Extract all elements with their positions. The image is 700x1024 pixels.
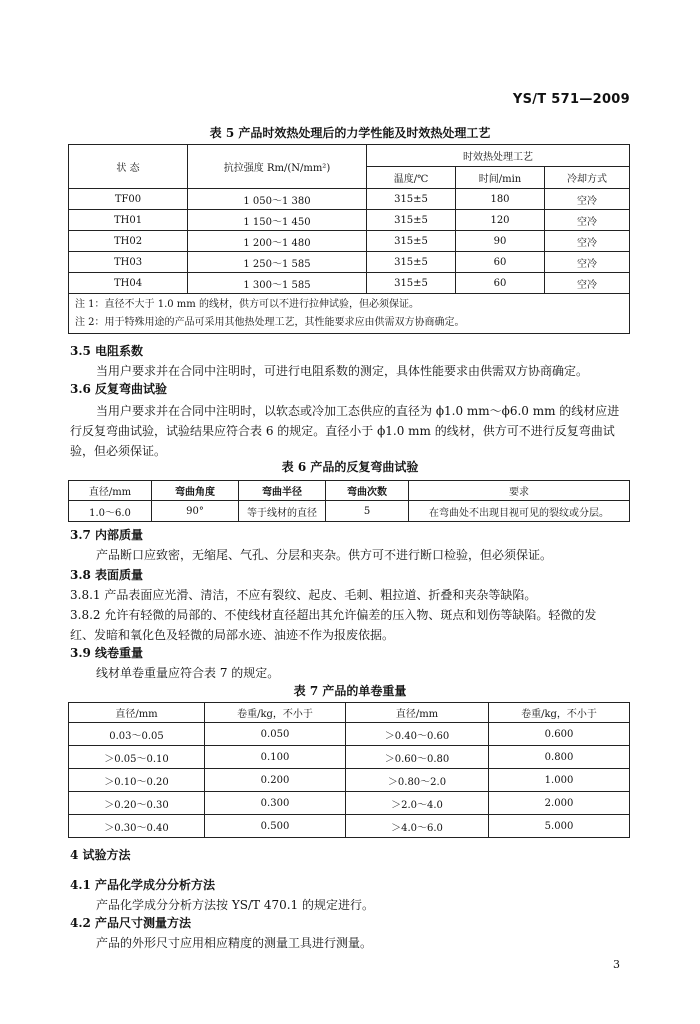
table5-header-strength: 抗拉强度 Rm/(N/mm²) (188, 145, 367, 189)
table7-header-weight-2: 卷重/kg，不小于 (489, 703, 630, 723)
table5-header-time: 时间/min (456, 167, 545, 189)
table-row (69, 815, 630, 838)
cell-state: TF00 (69, 189, 188, 210)
table5-note-2: 注 2：用于特殊用途的产品可采用其他热处理工艺，其性能要求应由供需双方协商确定。 (75, 316, 465, 328)
table6 (68, 480, 630, 522)
cell-weight: 0.600 (489, 723, 630, 746)
cell-weight: 0.050 (205, 723, 346, 746)
cell-cool: 空冷 (545, 189, 630, 210)
table-row (69, 769, 630, 792)
table7-header-diameter-2: 直径/mm (346, 703, 489, 723)
cell-weight: 0.500 (205, 815, 346, 838)
cell-weight: 0.200 (205, 769, 346, 792)
cell-strength: 1 250～1 585 (188, 252, 367, 273)
section-3-6-line3: 验，但必须保证。 (70, 444, 167, 458)
cell-radius: 等于线材的直径 (239, 501, 326, 522)
table5-header-temp: 温度/℃ (367, 167, 456, 189)
cell-time: 180 (456, 189, 545, 210)
section-4-2-heading: 4.2 产品尺寸测量方法 (70, 916, 192, 930)
table-row (69, 210, 630, 231)
table6-header-diameter: 直径/mm (69, 481, 152, 501)
section-4-1-text: 产品化学成分分析方法按 YS/T 470.1 的规定进行。 (96, 898, 374, 912)
cell-diameter: ＞0.10～0.20 (69, 769, 205, 792)
cell-time: 60 (456, 273, 545, 294)
table5 (68, 144, 630, 334)
cell-weight: 0.100 (205, 746, 346, 769)
table-row (69, 189, 630, 210)
section-4-2-text: 产品的外形尺寸应用相应精度的测量工具进行测量。 (96, 936, 373, 950)
cell-temp: 315±5 (367, 273, 456, 294)
cell-temp: 315±5 (367, 189, 456, 210)
cell-cool: 空冷 (545, 252, 630, 273)
table5-header-state: 状 态 (69, 145, 188, 189)
section-3-8-1-text: 3.8.1 产品表面应光滑、清洁，不应有裂纹、起皮、毛刺、粗拉道、折叠和夹杂等缺陷。 (70, 588, 537, 602)
section-3-6-heading: 3.6 反复弯曲试验 (70, 382, 168, 396)
cell-state: TH01 (69, 210, 188, 231)
table6-header-radius: 弯曲半径 (239, 481, 326, 501)
cell-temp: 315±5 (367, 231, 456, 252)
section-3-8-2-line1: 3.8.2 允许有轻微的局部的、不使线材直径超出其允许偏差的压入物、斑点和划伤等缺陷。轻微的发 (70, 608, 597, 622)
section-3-8-heading: 3.8 表面质量 (70, 568, 144, 582)
table5-note-1: 注 1：直径不大于 1.0 mm 的线材，供方可以不进行拉伸试验，但必须保证。 (75, 298, 419, 310)
table-row (69, 746, 630, 769)
cell-diameter: ＞4.0～6.0 (346, 815, 489, 838)
cell-diameter: ＞0.30～0.40 (69, 815, 205, 838)
document-number: YS/T 571—2009 (512, 92, 630, 107)
cell-cool: 空冷 (545, 210, 630, 231)
section-4-1-heading: 4.1 产品化学成分分析方法 (70, 878, 216, 892)
cell-count: 5 (326, 501, 409, 522)
section-4-heading: 4 试验方法 (70, 848, 131, 862)
cell-strength: 1 050～1 380 (188, 189, 367, 210)
table6-header-angle: 弯曲角度 (152, 481, 239, 501)
cell-weight: 0.800 (489, 746, 630, 769)
section-3-6-line1: 当用户要求并在合同中注明时，以软态或冷加工态供应的直径为 ϕ1.0 mm～ϕ6.0 mm 的线材应进 (96, 404, 620, 418)
table5-header-cool: 冷却方式 (545, 167, 630, 189)
page-number: 3 (613, 958, 620, 971)
cell-diameter: 1.0～6.0 (69, 501, 152, 522)
cell-weight: 5.000 (489, 815, 630, 838)
cell-time: 60 (456, 252, 545, 273)
cell-angle: 90° (152, 501, 239, 522)
cell-state: TH03 (69, 252, 188, 273)
cell-time: 120 (456, 210, 545, 231)
section-3-7-text: 产品断口应致密，无缩尾、气孔、分层和夹杂。供方可不进行断口检验，但必须保证。 (96, 548, 553, 562)
cell-requirement: 在弯曲处不出现目视可见的裂纹或分层。 (409, 501, 630, 522)
cell-weight: 2.000 (489, 792, 630, 815)
table6-header-count: 弯曲次数 (326, 481, 409, 501)
cell-strength: 1 200～1 480 (188, 231, 367, 252)
cell-diameter: 0.03～0.05 (69, 723, 205, 746)
cell-diameter: ＞0.60～0.80 (346, 746, 489, 769)
table7-header-weight-1: 卷重/kg，不小于 (205, 703, 346, 723)
table-row (69, 501, 630, 522)
table7-caption: 表 7 产品的单卷重量 (293, 684, 407, 698)
table5-notes (69, 294, 630, 334)
table5-header-process: 时效热处理工艺 (367, 145, 630, 167)
cell-strength: 1 300～1 585 (188, 273, 367, 294)
cell-weight: 1.000 (489, 769, 630, 792)
cell-diameter: ＞0.20～0.30 (69, 792, 205, 815)
table-row (69, 792, 630, 815)
cell-state: TH02 (69, 231, 188, 252)
cell-time: 90 (456, 231, 545, 252)
section-3-6-line2: 行反复弯曲试验，试验结果应符合表 6 的规定。直径小于 ϕ1.0 mm 的线材，供方可不进行反复弯曲试 (70, 424, 615, 438)
table7-header-diameter-1: 直径/mm (69, 703, 205, 723)
table-row (69, 273, 630, 294)
table6-caption: 表 6 产品的反复弯曲试验 (281, 460, 419, 474)
cell-temp: 315±5 (367, 210, 456, 231)
table5-caption: 表 5 产品时效热处理后的力学性能及时效热处理工艺 (209, 126, 491, 140)
cell-diameter: ＞0.05～0.10 (69, 746, 205, 769)
section-3-9-heading: 3.9 线卷重量 (70, 646, 144, 660)
cell-temp: 315±5 (367, 252, 456, 273)
cell-state: TH04 (69, 273, 188, 294)
section-3-5-text: 当用户要求并在合同中注明时，可进行电阻系数的测定，具体性能要求由供需双方协商确定。 (96, 364, 589, 378)
section-3-9-text: 线材单卷重量应符合表 7 的规定。 (96, 666, 280, 680)
section-3-7-heading: 3.7 内部质量 (70, 528, 144, 542)
cell-weight: 0.300 (205, 792, 346, 815)
table-row (69, 723, 630, 746)
cell-diameter: ＞0.40～0.60 (346, 723, 489, 746)
table-row (69, 231, 630, 252)
cell-cool: 空冷 (545, 231, 630, 252)
section-3-5-heading: 3.5 电阻系数 (70, 344, 144, 358)
cell-diameter: ＞2.0～4.0 (346, 792, 489, 815)
cell-cool: 空冷 (545, 273, 630, 294)
table-row (69, 252, 630, 273)
section-3-8-2-line2: 红、发暗和氧化色及轻微的局部水迹、油迹不作为报废依据。 (70, 628, 395, 642)
table6-header-requirement: 要求 (409, 481, 630, 501)
table7 (68, 702, 630, 838)
cell-diameter: ＞0.80～2.0 (346, 769, 489, 792)
cell-strength: 1 150～1 450 (188, 210, 367, 231)
